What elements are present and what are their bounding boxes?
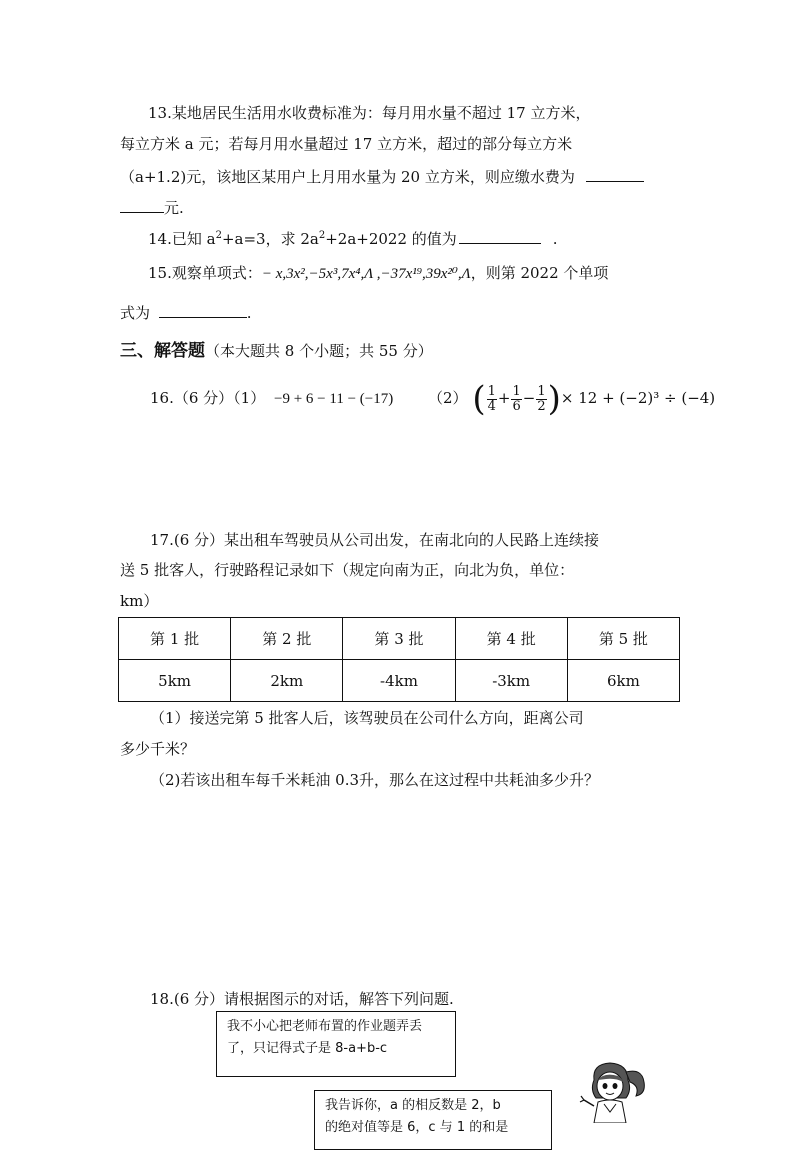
q13-line3-text: （a+1.2)元，该地区某用户上月用水量为 20 立方米，则应缴水费为 (120, 168, 575, 186)
table-cell: -3km (455, 660, 567, 702)
q14-mid2: +2a+2022 的值为 (325, 230, 457, 248)
q16-left-paren: ( (472, 379, 486, 419)
q17-sub1-line1: （1）接送完第 5 批客人后，该驾驶员在公司什么方向，距离公司 (150, 709, 584, 727)
q13-line4-end: 元. (164, 199, 184, 217)
q16-expression-1: −9 + 6 − 11 − (−17) (274, 391, 394, 407)
q13-line1: 13.某地居民生活用水收费标准为：每月用水量不超过 17 立方米， (148, 104, 591, 122)
table-header-cell: 第 4 批 (455, 618, 567, 660)
speech-bubble-2 (314, 1090, 552, 1150)
q16-expression-2-tail: × 12 + (−2)³ ÷ (−4) (560, 389, 716, 407)
section-title: 三、解答题 (120, 341, 205, 361)
bubble1-line2: 了，只记得式子是 8-a+b-c (227, 1041, 388, 1056)
q16-fraction-2: $\frac{1}{6}$ (512, 383, 521, 414)
table-cell: 5km (119, 660, 231, 702)
table-cell: 2km (231, 660, 343, 702)
q15-prefix: 15.观察单项式： (148, 264, 262, 282)
section-note: （本大题共 8 个小题；共 55 分） (205, 342, 433, 360)
q15-line1 (148, 263, 608, 284)
q16-part2-label: （2） (428, 389, 468, 407)
section-heading (120, 336, 433, 361)
q14-answer-blank[interactable] (459, 227, 541, 244)
bubble2-line2: 的绝对值等是 6，c 与 1 的和是 (325, 1120, 509, 1135)
table-header-cell: 第 3 批 (343, 618, 455, 660)
speech-bubble-1 (216, 1011, 456, 1077)
q13-line3 (120, 165, 644, 187)
table-cell: 6km (567, 660, 679, 702)
q17-sub2: （2)若该出租车每千米耗油 0.3升，那么在这过程中共耗油多少升？ (150, 771, 600, 789)
q15-line2: 式为 . (120, 301, 252, 323)
table-cell: -4km (343, 660, 455, 702)
q16-right-paren: ) (547, 379, 561, 419)
q16-plus-sign: + (497, 389, 511, 407)
q13-line2: 每立方米 a 元；若每月用水量超过 17 立方米，超过的部分每立方米 (120, 135, 573, 153)
table-header-cell: 第 1 批 (119, 618, 231, 660)
q16-minus-sign: − (522, 389, 536, 407)
q17-line3: km） (120, 592, 159, 610)
q14-prefix: 14.已知 a (148, 230, 216, 248)
table-row (119, 660, 680, 702)
q17-line1: 17.(6 分）某出租车驾驶员从公司出发，在南北向的人民路上连续接 (150, 531, 600, 549)
q15-expression: − x,3x²,−5x³,7x⁴,Λ ,−37x¹⁹,39x²⁰,Λ (261, 266, 471, 282)
q18-line1: 18.(6 分）请根据图示的对话，解答下列问题. (150, 990, 454, 1008)
table-header-cell: 第 5 批 (567, 618, 679, 660)
q16-fraction-1: $\frac{1}{4}$ (487, 383, 496, 414)
bubble2-line1: 我告诉你，a 的相反数是 2，b (325, 1098, 501, 1113)
q14-line: 14.已知 $a^2+a=3$，求 $2a^2+2a+2022$ 的值为 . (148, 227, 558, 249)
q13-answer-blank-a[interactable] (586, 165, 644, 182)
cartoon-girl-icon (572, 1060, 652, 1123)
table-header-row (119, 618, 680, 660)
q14-mid1: +a=3，求 2a (221, 230, 319, 248)
q15-answer-blank[interactable] (159, 301, 247, 318)
q17-line2: 送 5 批客人，行驶路程记录如下（规定向南为正，向北为负，单位： (120, 561, 575, 579)
mileage-table (118, 617, 680, 702)
q16-line (150, 379, 716, 419)
q17-sub1-line2: 多少千米？ (120, 740, 196, 758)
q14-end: . (552, 230, 558, 248)
q15-line2-text: 式为 (120, 304, 151, 322)
q16-fraction-3: $\frac{1}{2}$ (537, 383, 546, 414)
table-header-cell: 第 2 批 (231, 618, 343, 660)
q15-suffix: ，则第 2022 个单项 (470, 264, 609, 282)
q13-line4 (120, 196, 184, 218)
q16-label: 16.（6 分）（1） (150, 389, 266, 407)
q13-answer-blank-b[interactable] (120, 196, 164, 213)
bubble1-line1: 我不小心把老师布置的作业题弄丢 (227, 1019, 423, 1034)
